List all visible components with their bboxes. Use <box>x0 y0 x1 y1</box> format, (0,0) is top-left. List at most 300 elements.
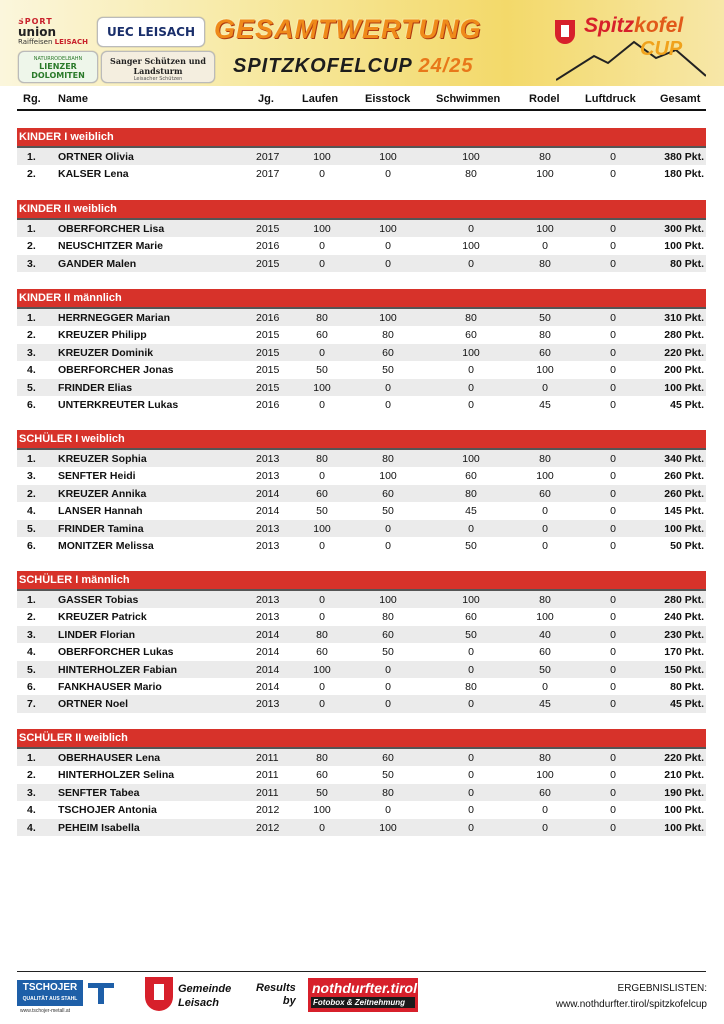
gesamt-cell: 260 Pkt. <box>664 470 704 483</box>
gesamt-cell: 280 Pkt. <box>664 594 704 606</box>
table-row <box>17 608 706 625</box>
laufen-cell: 60 <box>316 487 328 500</box>
gesamt-cell: 310 Pkt. <box>664 312 704 324</box>
rodel-cell: 80 <box>539 453 551 465</box>
gesamt-cell: 210 Pkt. <box>664 769 704 782</box>
nothdurfter-logo <box>308 978 418 1012</box>
gesamt-cell: 45 Pkt. <box>670 398 704 411</box>
eisstock-cell: 0 <box>385 168 391 181</box>
gesamt-cell: 190 Pkt. <box>664 786 704 799</box>
year-cell: 2014 <box>256 487 280 500</box>
year-cell: 2014 <box>256 680 280 693</box>
name-cell: SENFTER Tabea <box>58 786 140 799</box>
year-cell: 2012 <box>256 804 280 817</box>
name-cell: HINTERHOLZER Fabian <box>58 663 178 676</box>
sport-union-leisach-logo <box>18 18 92 46</box>
gesamt-cell: 100 Pkt. <box>664 804 704 817</box>
results-line1: Results <box>256 982 296 994</box>
schwimmen-cell: 0 <box>468 752 474 764</box>
luftdruck-cell: 0 <box>610 257 616 270</box>
gesamt-cell: 260 Pkt. <box>664 487 704 500</box>
year-cell: 2015 <box>256 346 280 359</box>
luftdruck-cell: 0 <box>610 663 616 676</box>
union-logo-leisach: LEISACH <box>54 38 88 46</box>
schuetzen-logo-line2: Leisacher Schützen <box>133 76 183 82</box>
schwimmen-cell: 100 <box>462 346 480 359</box>
schwimmen-cell: 50 <box>465 628 477 641</box>
schwimmen-cell: 60 <box>465 470 477 483</box>
table-row <box>17 361 706 378</box>
luftdruck-cell: 0 <box>610 804 616 817</box>
gesamt-cell: 100 Pkt. <box>664 821 704 834</box>
col-laufen: Laufen <box>302 93 339 105</box>
eisstock-cell: 0 <box>385 240 391 253</box>
luftdruck-cell: 0 <box>610 821 616 834</box>
luftdruck-cell: 0 <box>610 505 616 518</box>
rodel-cell: 80 <box>539 257 551 270</box>
name-cell: GASSER Tobias <box>58 594 139 606</box>
year-cell: 2016 <box>256 240 280 253</box>
subtitle-year: 24/25 <box>418 55 474 77</box>
rank-cell: 1. <box>27 453 36 465</box>
eisstock-cell: 80 <box>382 453 394 465</box>
union-logo-line2: union <box>18 25 56 39</box>
name-cell: KREUZER Philipp <box>58 329 147 342</box>
year-cell: 2011 <box>256 769 279 782</box>
schwimmen-cell: 0 <box>468 804 474 817</box>
brand-cup: CUP <box>640 38 683 60</box>
laufen-cell: 50 <box>316 505 328 518</box>
name-cell: OBERFORCHER Lisa <box>58 223 165 235</box>
laufen-cell: 0 <box>319 168 325 181</box>
name-cell: FANKHAUSER Mario <box>58 680 162 693</box>
gemeinde-shield-icon <box>145 977 173 1011</box>
eisstock-cell: 60 <box>382 487 394 500</box>
luftdruck-cell: 0 <box>610 539 616 552</box>
rodel-cell: 80 <box>539 752 551 764</box>
luftdruck-cell: 0 <box>610 698 616 711</box>
eisstock-cell: 60 <box>382 752 394 764</box>
brand-spitz: Spitz <box>584 14 635 37</box>
rank-cell: 6. <box>27 398 36 411</box>
gesamt-cell: 280 Pkt. <box>664 329 704 342</box>
col-jg: Jg. <box>258 93 274 105</box>
schwimmen-cell: 80 <box>465 487 477 500</box>
page-subtitle <box>233 55 474 78</box>
rank-cell: 1. <box>27 594 36 606</box>
table-row <box>17 784 706 801</box>
schwimmen-cell: 0 <box>468 381 474 394</box>
year-cell: 2016 <box>256 398 280 411</box>
section-rows <box>17 450 706 554</box>
rodel-cell: 80 <box>539 329 551 342</box>
results-by <box>256 982 296 1008</box>
laufen-cell: 0 <box>319 470 325 483</box>
laufen-cell: 100 <box>313 151 331 163</box>
rodel-cell: 0 <box>542 240 548 253</box>
table-row <box>17 502 706 519</box>
brand-kofel: kofel <box>634 14 684 37</box>
rodel-cell: 100 <box>536 168 554 181</box>
eisstock-cell: 100 <box>379 594 397 606</box>
rodel-cell: 50 <box>539 312 551 324</box>
name-cell: KALSER Lena <box>58 168 129 181</box>
name-cell: ORTNER Noel <box>58 698 129 711</box>
luftdruck-cell: 0 <box>610 646 616 659</box>
eisstock-cell: 100 <box>379 312 397 324</box>
name-cell: KREUZER Sophia <box>58 453 147 465</box>
rodel-cell: 60 <box>539 646 551 659</box>
year-cell: 2014 <box>256 505 280 518</box>
luftdruck-cell: 0 <box>610 312 616 324</box>
rank-cell: 1. <box>27 752 36 764</box>
laufen-cell: 60 <box>316 329 328 342</box>
name-cell: TSCHOJER Antonia <box>58 804 157 817</box>
rodel-cell: 0 <box>542 821 548 834</box>
rodel-cell: 80 <box>539 151 551 163</box>
section-rows <box>17 220 706 272</box>
schwimmen-cell: 0 <box>468 769 474 782</box>
section-kinder-2-m <box>17 289 706 413</box>
table-row <box>17 326 706 343</box>
laufen-cell: 0 <box>319 257 325 270</box>
table-row <box>17 766 706 783</box>
schwimmen-cell: 100 <box>462 240 480 253</box>
rodel-cell: 60 <box>539 786 551 799</box>
name-cell: OBERFORCHER Jonas <box>58 364 174 377</box>
gemeinde-line2: Leisach <box>178 997 219 1009</box>
table-row <box>17 379 706 396</box>
eisstock-cell: 0 <box>385 522 391 535</box>
laufen-cell: 80 <box>316 628 328 641</box>
gesamt-cell: 145 Pkt. <box>664 505 704 518</box>
schwimmen-cell: 0 <box>468 522 474 535</box>
laufen-cell: 0 <box>319 240 325 253</box>
table-row <box>17 695 706 712</box>
rank-cell: 1. <box>27 223 36 235</box>
results-list-url[interactable]: www.nothdurfter.tirol/spitzkofelcup <box>555 999 707 1010</box>
eisstock-cell: 60 <box>382 628 394 641</box>
rank-cell: 2. <box>27 611 36 624</box>
schwimmen-cell: 0 <box>468 364 474 377</box>
laufen-cell: 0 <box>319 821 325 834</box>
eisstock-cell: 0 <box>385 398 391 411</box>
name-cell: KREUZER Annika <box>58 487 147 500</box>
nothdurfter-tagline: Fotobox & Zeitnehmung <box>311 997 415 1008</box>
eisstock-cell: 0 <box>385 698 391 711</box>
uec-logo-text: UEC LEISACH <box>106 25 195 39</box>
laufen-cell: 60 <box>316 646 328 659</box>
section-title: KINDER II männlich <box>17 289 706 309</box>
schwimmen-cell: 80 <box>465 312 477 324</box>
rank-cell: 2. <box>27 240 36 253</box>
table-row <box>17 450 706 467</box>
table-row <box>17 749 706 766</box>
gesamt-cell: 200 Pkt. <box>664 364 704 377</box>
name-cell: FRINDER Tamina <box>58 522 144 535</box>
rodel-cell: 50 <box>539 663 551 676</box>
section-kinder-2-w <box>17 200 706 272</box>
gemeinde-leisach <box>178 982 231 1010</box>
schwimmen-cell: 100 <box>462 151 480 163</box>
year-cell: 2013 <box>256 522 280 535</box>
section-title: KINDER I weiblich <box>17 128 706 148</box>
lienz-logo-line1: NATURRODELBAHN <box>33 56 83 62</box>
luftdruck-cell: 0 <box>610 240 616 253</box>
schwimmen-cell: 80 <box>465 168 477 181</box>
table-row <box>17 819 706 836</box>
col-eisstock: Eisstock <box>365 93 411 105</box>
luftdruck-cell: 0 <box>610 752 616 764</box>
schwimmen-cell: 0 <box>468 821 474 834</box>
laufen-cell: 100 <box>313 381 331 394</box>
column-headers <box>17 89 706 111</box>
laufen-cell: 50 <box>316 786 328 799</box>
table-row <box>17 344 706 361</box>
luftdruck-cell: 0 <box>610 223 616 235</box>
section-title: SCHÜLER II weiblich <box>17 729 706 749</box>
gesamt-cell: 300 Pkt. <box>664 223 704 235</box>
rodel-cell: 45 <box>539 698 551 711</box>
eisstock-cell: 0 <box>385 257 391 270</box>
year-cell: 2015 <box>256 223 280 235</box>
col-schwimmen: Schwimmen <box>436 93 501 105</box>
schwimmen-cell: 0 <box>468 698 474 711</box>
luftdruck-cell: 0 <box>610 151 616 163</box>
name-cell: KREUZER Dominik <box>58 346 154 359</box>
year-cell: 2013 <box>256 470 280 483</box>
union-logo-line3 <box>18 38 92 46</box>
name-cell: HINTERHOLZER Selina <box>58 769 175 782</box>
luftdruck-cell: 0 <box>610 381 616 394</box>
laufen-cell: 0 <box>319 594 325 606</box>
table-row <box>17 237 706 254</box>
col-luftdruck: Luftdruck <box>585 93 636 105</box>
rank-cell: 2. <box>27 329 36 342</box>
year-cell: 2015 <box>256 329 280 342</box>
gesamt-cell: 80 Pkt. <box>670 257 704 270</box>
rodel-cell: 0 <box>542 539 548 552</box>
laufen-cell: 100 <box>313 804 331 817</box>
rank-cell: 3. <box>27 628 36 641</box>
rank-cell: 2. <box>27 769 36 782</box>
gesamt-cell: 220 Pkt. <box>664 346 704 359</box>
luftdruck-cell: 0 <box>610 470 616 483</box>
schwimmen-cell: 0 <box>468 646 474 659</box>
section-schueler-2-w <box>17 729 706 836</box>
section-title: SCHÜLER I weiblich <box>17 430 706 450</box>
laufen-cell: 80 <box>316 453 328 465</box>
luftdruck-cell: 0 <box>610 364 616 377</box>
gemeinde-line1: Gemeinde <box>178 983 232 995</box>
gesamt-cell: 100 Pkt. <box>664 240 704 253</box>
eisstock-cell: 50 <box>382 364 394 377</box>
rodel-cell: 45 <box>539 398 551 411</box>
name-cell: ORTNER Olivia <box>58 151 134 163</box>
rank-cell: 6. <box>27 539 36 552</box>
luftdruck-cell: 0 <box>610 329 616 342</box>
year-cell: 2015 <box>256 381 280 394</box>
schwimmen-cell: 100 <box>462 594 480 606</box>
luftdruck-cell: 0 <box>610 487 616 500</box>
rodel-cell: 0 <box>542 381 548 394</box>
name-cell: KREUZER Patrick <box>58 611 147 624</box>
eisstock-cell: 100 <box>379 821 397 834</box>
luftdruck-cell: 0 <box>610 680 616 693</box>
name-cell: UNTERKREUTER Lukas <box>58 398 179 411</box>
gesamt-cell: 80 Pkt. <box>670 680 704 693</box>
eisstock-cell: 50 <box>382 646 394 659</box>
rodel-cell: 80 <box>539 594 551 606</box>
results-list-label: ERGEBNISLISTEN: <box>617 983 707 994</box>
union-logo-line1: SPORT <box>18 18 53 26</box>
eisstock-cell: 100 <box>379 470 397 483</box>
rodel-cell: 0 <box>542 680 548 693</box>
table-row <box>17 220 706 237</box>
subtitle-main: SPITZKOFELCUP <box>233 55 412 77</box>
year-cell: 2012 <box>256 821 280 834</box>
schuetzen-logo-line1: Sanger Schützen und Landsturm <box>110 56 206 76</box>
schwimmen-cell: 60 <box>465 611 477 624</box>
tschojer-logo <box>17 980 83 1006</box>
laufen-cell: 100 <box>313 663 331 676</box>
eisstock-cell: 50 <box>382 505 394 518</box>
name-cell: PEHEIM Isabella <box>58 821 140 834</box>
rank-cell: 4. <box>27 646 36 659</box>
name-cell: OBERFORCHER Lukas <box>58 646 174 659</box>
laufen-cell: 60 <box>316 769 328 782</box>
table-row <box>17 591 706 608</box>
rank-cell: 2. <box>27 168 36 181</box>
table-row <box>17 485 706 502</box>
footer-divider <box>17 971 706 972</box>
luftdruck-cell: 0 <box>610 786 616 799</box>
rodel-cell: 0 <box>542 505 548 518</box>
section-rows <box>17 309 706 413</box>
section-title: KINDER II weiblich <box>17 200 706 220</box>
eisstock-cell: 0 <box>385 539 391 552</box>
rank-cell: 3. <box>27 470 36 483</box>
year-cell: 2015 <box>256 257 280 270</box>
schuetzen-logo <box>101 51 215 83</box>
name-cell: SENFTER Heidi <box>58 470 136 483</box>
col-rank: Rg. <box>23 93 41 105</box>
table-row <box>17 626 706 643</box>
section-kinder-1-w <box>17 128 706 183</box>
mountain-icon <box>556 36 706 82</box>
table-row <box>17 255 706 272</box>
section-rows <box>17 749 706 836</box>
gesamt-cell: 45 Pkt. <box>670 698 704 711</box>
schwimmen-cell: 80 <box>465 680 477 693</box>
year-cell: 2014 <box>256 663 280 676</box>
rodel-cell: 100 <box>536 611 554 624</box>
luftdruck-cell: 0 <box>610 769 616 782</box>
table-row <box>17 467 706 484</box>
luftdruck-cell: 0 <box>610 346 616 359</box>
luftdruck-cell: 0 <box>610 628 616 641</box>
schwimmen-cell: 0 <box>468 398 474 411</box>
laufen-cell: 50 <box>316 364 328 377</box>
rank-cell: 4. <box>27 364 36 377</box>
rank-cell: 6. <box>27 680 36 693</box>
year-cell: 2013 <box>256 698 280 711</box>
luftdruck-cell: 0 <box>610 168 616 181</box>
luftdruck-cell: 0 <box>610 453 616 465</box>
year-cell: 2016 <box>256 312 280 324</box>
gesamt-cell: 170 Pkt. <box>664 646 704 659</box>
results-list-info <box>556 981 707 1013</box>
rodel-cell: 0 <box>542 804 548 817</box>
eisstock-cell: 0 <box>385 381 391 394</box>
gesamt-cell: 100 Pkt. <box>664 522 704 535</box>
luftdruck-cell: 0 <box>610 398 616 411</box>
rank-cell: 3. <box>27 786 36 799</box>
schwimmen-cell: 0 <box>468 223 474 235</box>
section-rows <box>17 148 706 183</box>
naturrodelbahn-logo <box>18 51 98 83</box>
rank-cell: 1. <box>27 151 36 163</box>
table-row <box>17 148 706 165</box>
rank-cell: 5. <box>27 522 36 535</box>
name-cell: HERRNEGGER Marian <box>58 312 171 324</box>
rodel-cell: 40 <box>539 628 551 641</box>
eisstock-cell: 0 <box>385 663 391 676</box>
rodel-cell: 100 <box>536 223 554 235</box>
uec-leisach-logo <box>97 17 205 47</box>
gesamt-cell: 180 Pkt. <box>664 168 704 181</box>
luftdruck-cell: 0 <box>610 594 616 606</box>
rank-cell: 4. <box>27 804 36 817</box>
rodel-cell: 60 <box>539 487 551 500</box>
rank-cell: 1. <box>27 312 36 324</box>
eisstock-cell: 0 <box>385 680 391 693</box>
eisstock-cell: 60 <box>382 346 394 359</box>
spitzkofel-brand <box>584 14 683 38</box>
laufen-cell: 100 <box>313 522 331 535</box>
luftdruck-cell: 0 <box>610 611 616 624</box>
year-cell: 2013 <box>256 611 280 624</box>
rank-cell: 2. <box>27 487 36 500</box>
eisstock-cell: 0 <box>385 804 391 817</box>
schwimmen-cell: 100 <box>462 453 480 465</box>
col-gesamt: Gesamt <box>660 93 701 105</box>
schwimmen-cell: 0 <box>468 257 474 270</box>
rank-cell: 4. <box>27 505 36 518</box>
year-cell: 2011 <box>256 752 279 764</box>
name-cell: MONITZER Melissa <box>58 539 154 552</box>
section-rows <box>17 591 706 713</box>
laufen-cell: 0 <box>319 698 325 711</box>
gesamt-cell: 50 Pkt. <box>670 539 704 552</box>
eisstock-cell: 100 <box>379 151 397 163</box>
section-schueler-1-m <box>17 571 706 713</box>
gesamt-cell: 100 Pkt. <box>664 381 704 394</box>
name-cell: LANSER Hannah <box>58 505 143 518</box>
laufen-cell: 80 <box>316 752 328 764</box>
name-cell: LINDER Florian <box>58 628 136 641</box>
eisstock-cell: 50 <box>382 769 394 782</box>
table-row <box>17 537 706 554</box>
table-row <box>17 678 706 695</box>
schwimmen-cell: 45 <box>465 505 477 518</box>
rank-cell: 3. <box>27 257 36 270</box>
table-row <box>17 165 706 182</box>
year-cell: 2013 <box>256 453 280 465</box>
luftdruck-cell: 0 <box>610 522 616 535</box>
rodel-cell: 0 <box>542 522 548 535</box>
rodel-cell: 100 <box>536 470 554 483</box>
